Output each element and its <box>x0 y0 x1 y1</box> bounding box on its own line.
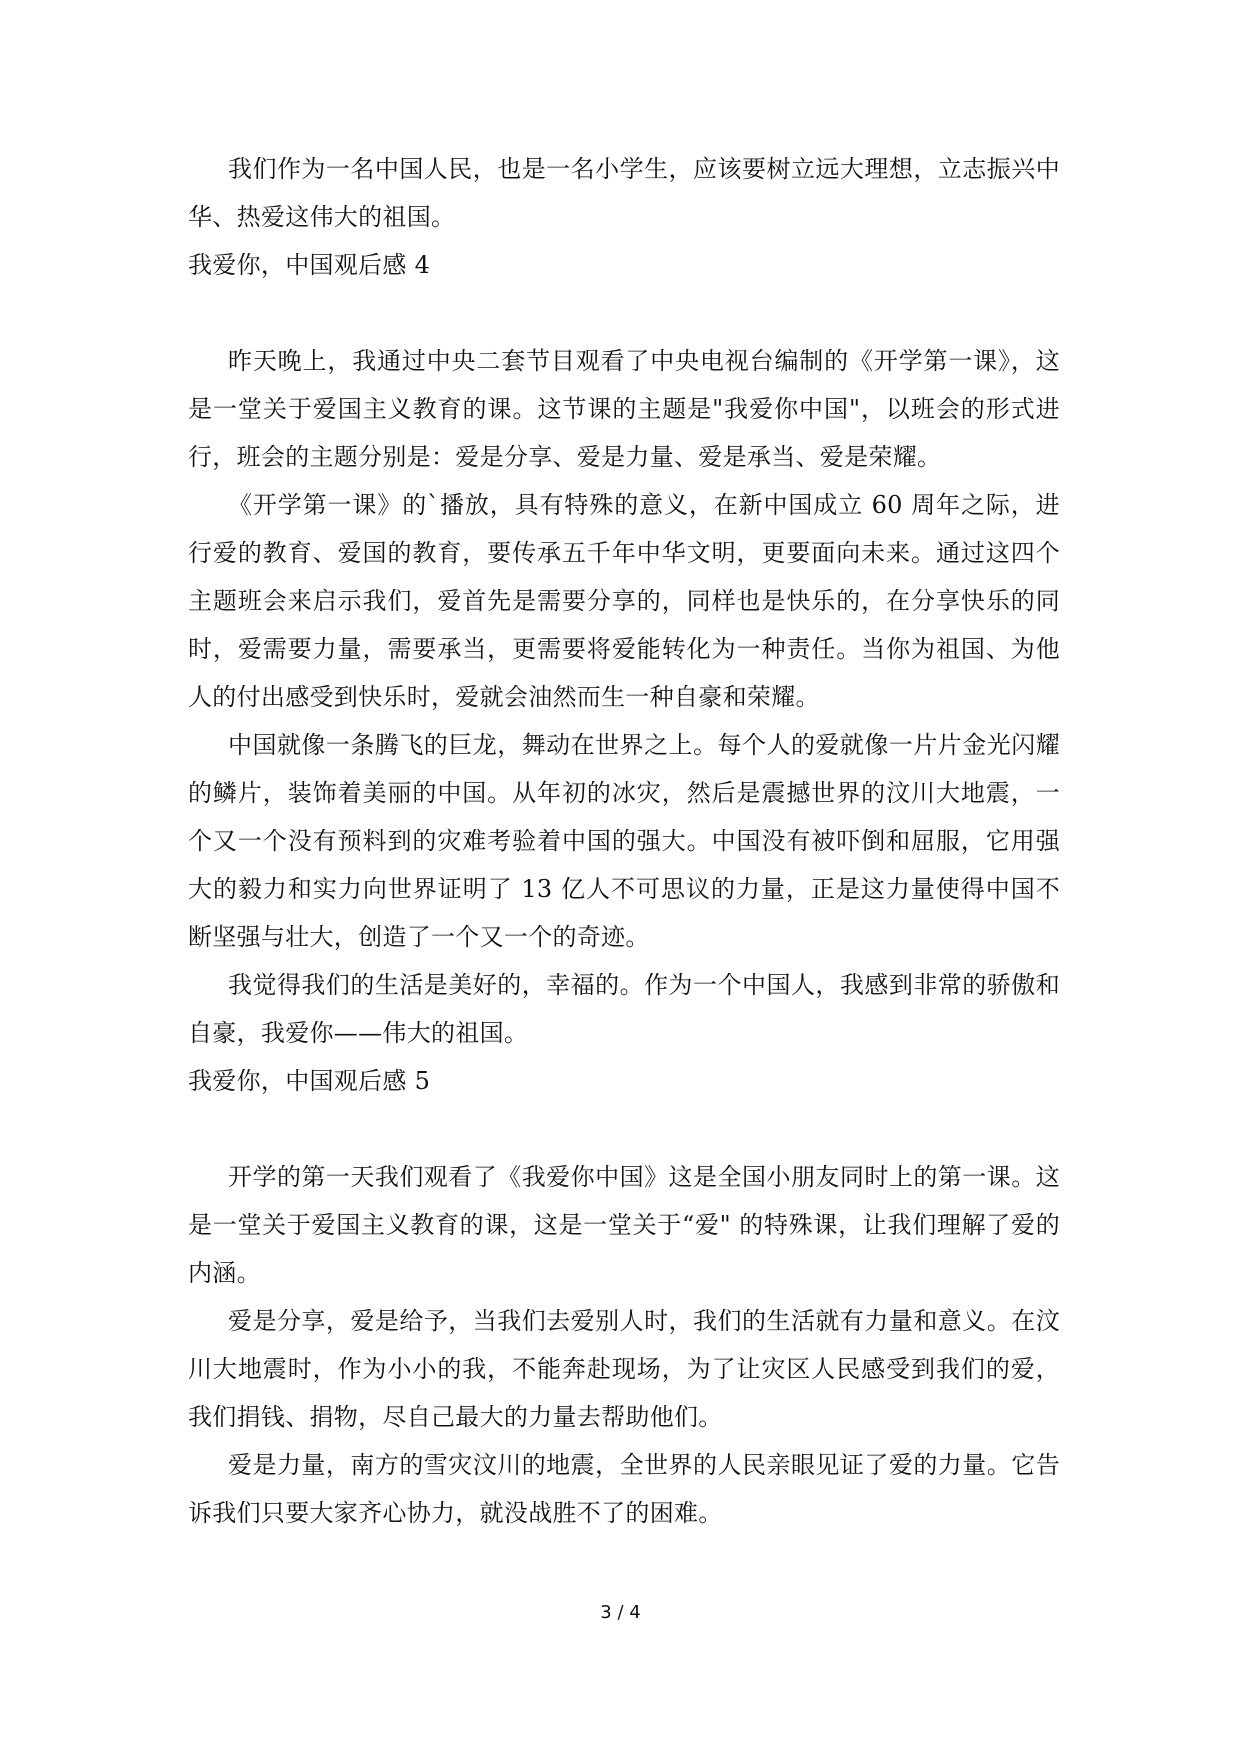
document-body <box>188 145 1060 1537</box>
blank-line <box>188 1105 1060 1153</box>
paragraph-6: 开学的第一天我们观看了《我爱你中国》这是全国小朋友同时上的第一课。这是一堂关于爱国主义教育的课，这是一堂关于“爱" 的特殊课，让我们理解了爱的内涵。 <box>188 1163 1060 1287</box>
paragraph-7: 爱是分享，爱是给予，当我们去爱别人时，我们的生活就有力量和意义。在汶川大地震时，作为小小的我，不能奔赴现场，为了让灾区人民感受到我们的爱，我们捐钱、捐物，尽自己最大的力量去帮助他们。 <box>188 1307 1060 1431</box>
paragraph-8: 爱是力量，南方的雪灾汶川的地震，全世界的人民亲眼见证了爱的力量。它告诉我们只要大家齐心协力，就没战胜不了的困难。 <box>188 1451 1060 1527</box>
blank-line <box>188 289 1060 337</box>
paragraph-4: 中国就像一条腾飞的巨龙，舞动在世界之上。每个人的爱就像一片片金光闪耀的鳞片，装饰着美丽的中国。从年初的冰灾，然后是震撼世界的汶川大地震，一个又一个没有预料到的灾难考验着中国的强大。中国没有被吓倒和屈服，它用强大的毅力和实力向世界证明了 13 亿人不可思议的力量，正是这力量使得中国不断坚强与壮大，创造了一个又一个的奇迹。 <box>188 731 1060 951</box>
page-number: 3 / 4 <box>600 1602 641 1623</box>
paragraph-2: 昨天晚上，我通过中央二套节目观看了中央电视台编制的《开学第一课》，这是一堂关于爱国主义教育的课。这节课的主题是"我爱你中国"，以班会的形式进行，班会的主题分别是：爱是分享、爱是力量、爱是承当、爱是荣耀。 <box>188 347 1060 471</box>
section-heading-5: 我爱你，中国观后感 5 <box>188 1067 431 1095</box>
paragraph-3: 《开学第一课》的`播放，具有特殊的意义，在新中国成立 60 周年之际，进行爱的教育、爱国的教育，要传承五千年中华文明，更要面向未来。通过这四个主题班会来启示我们，爱首先是需要分享的，同样也是快乐的，在分享快乐的同时，爱需要力量，需要承当，更需要将爱能转化为一种责任。当你为祖国、为他人的付出感受到快乐时，爱就会油然而生一种自豪和荣耀。 <box>188 491 1060 711</box>
paragraph-5: 我觉得我们的生活是美好的，幸福的。作为一个中国人，我感到非常的骄傲和自豪，我爱你——伟大的祖国。 <box>188 971 1060 1047</box>
paragraph-1: 我们作为一名中国人民，也是一名小学生，应该要树立远大理想，立志振兴中华、热爱这伟大的祖国。 <box>188 155 1060 231</box>
section-heading-4: 我爱你，中国观后感 4 <box>188 251 431 279</box>
